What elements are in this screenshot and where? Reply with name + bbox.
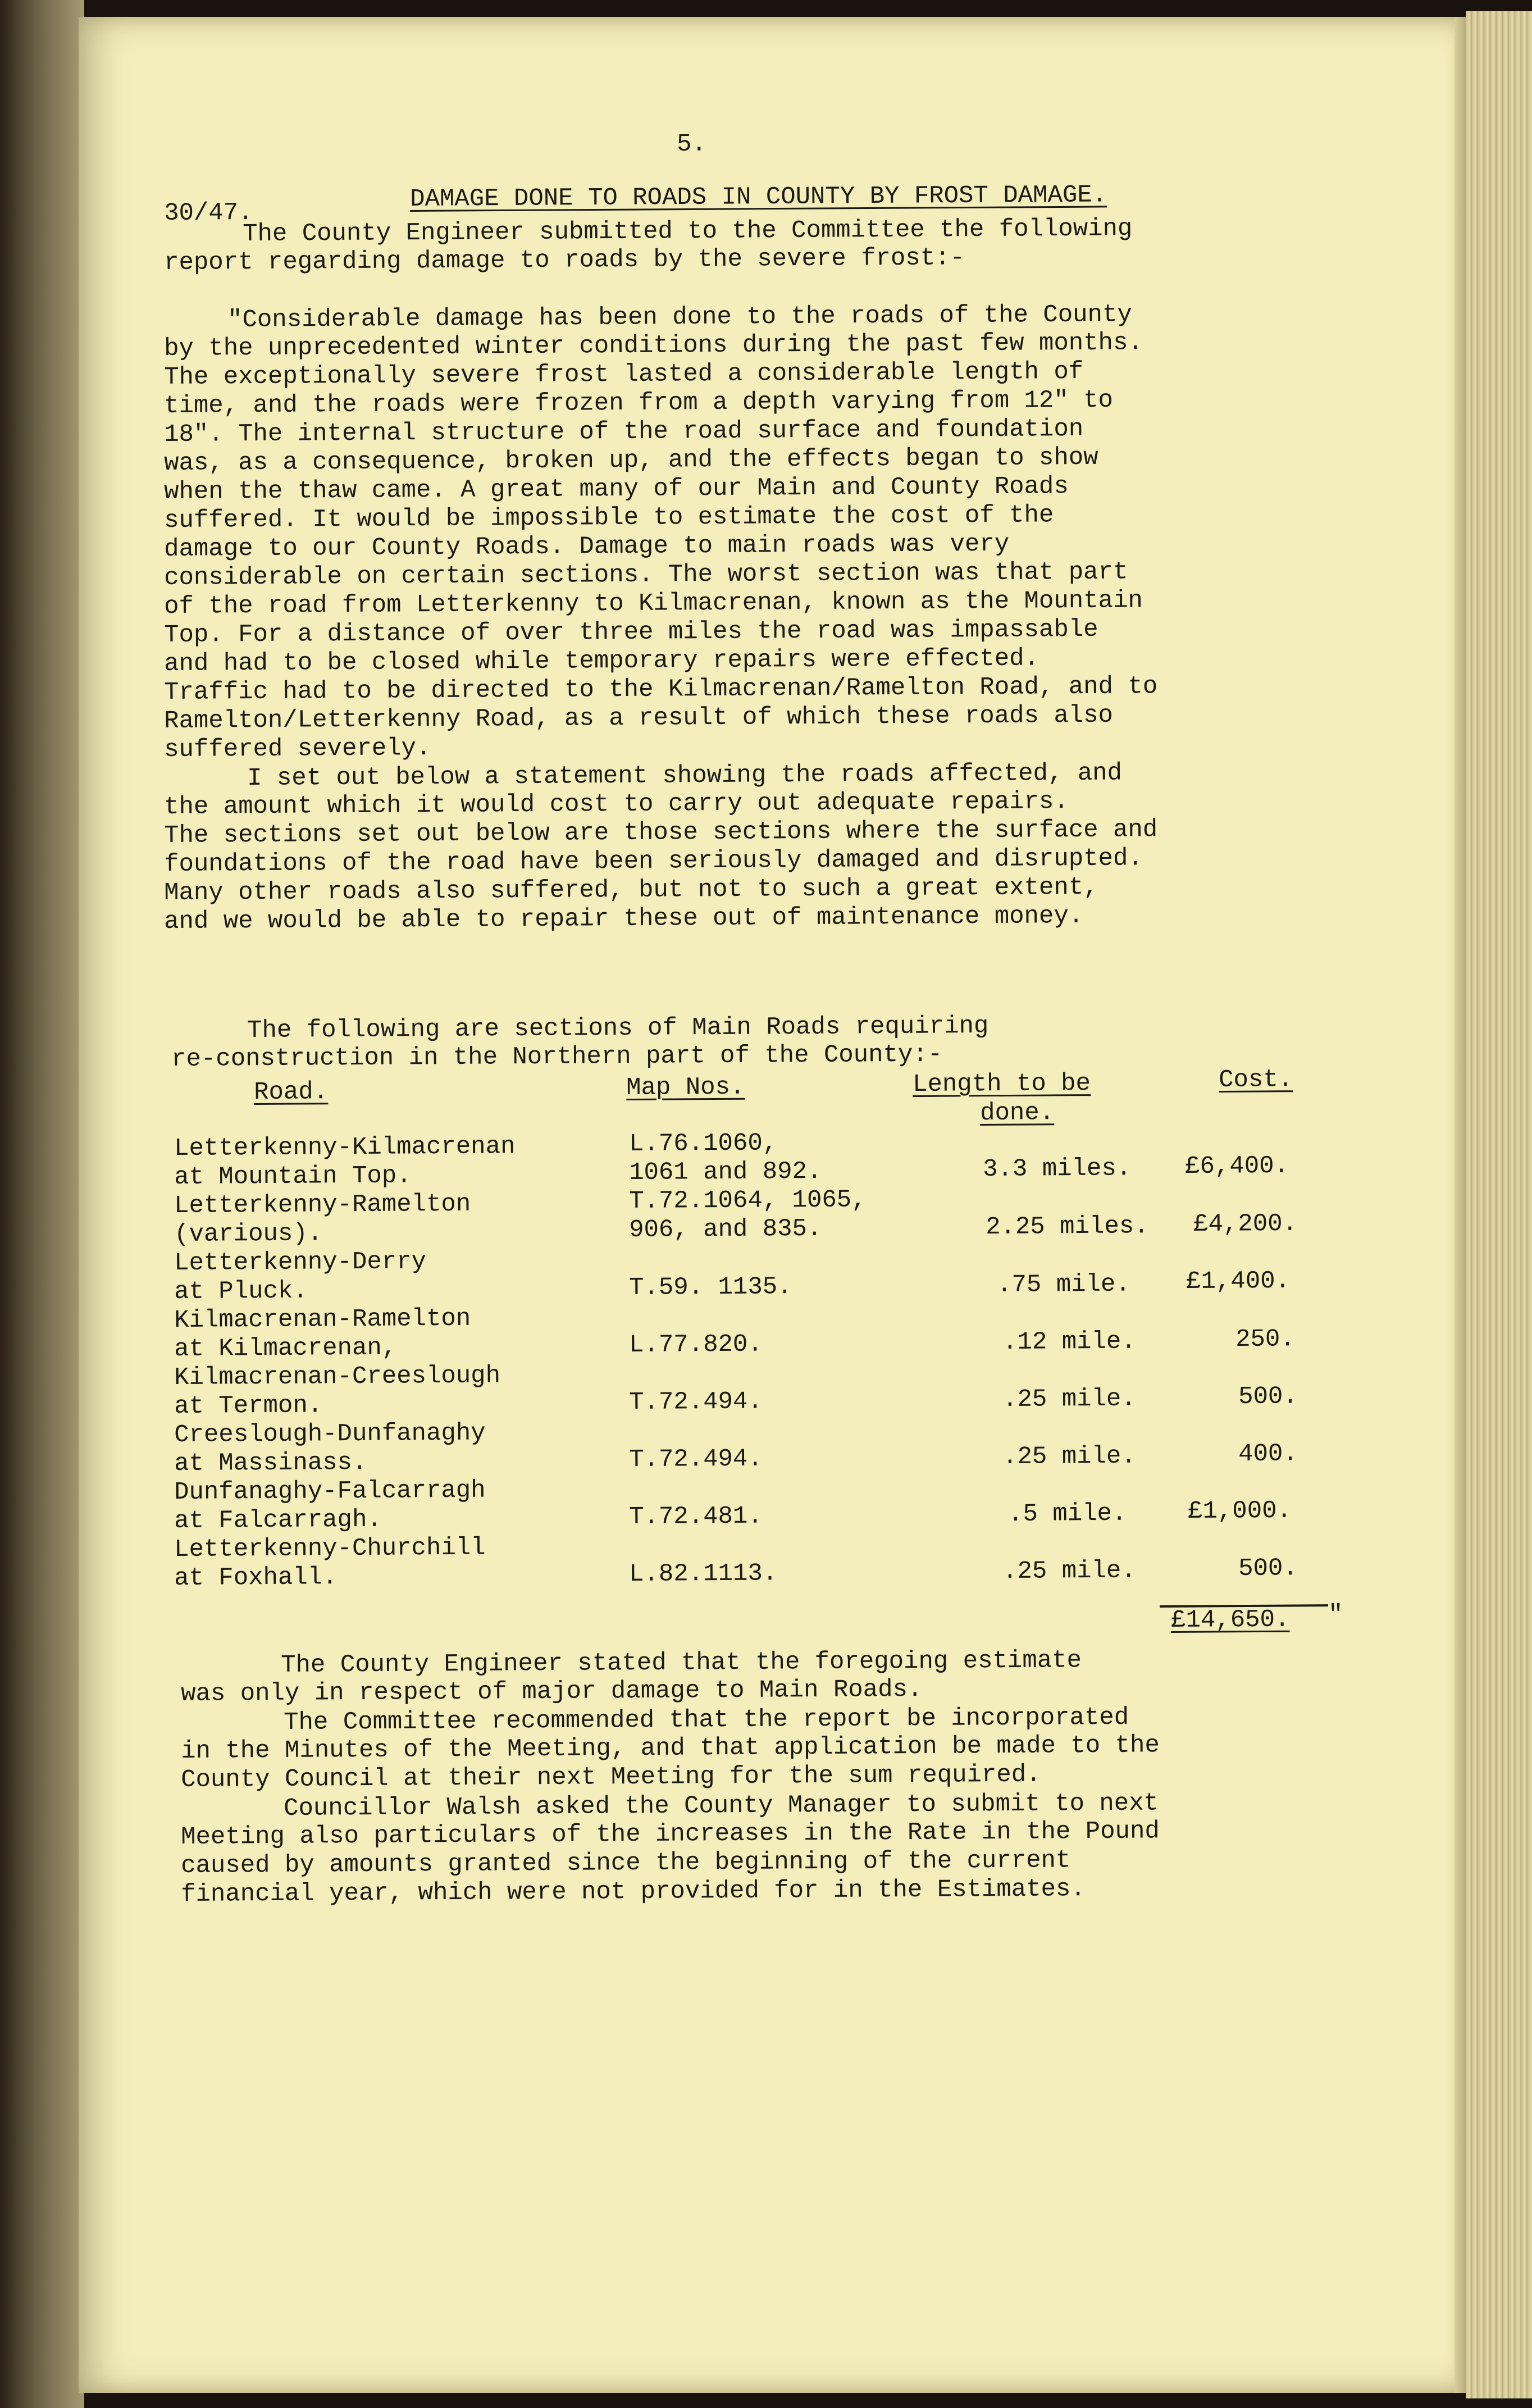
report-line: Top. For a distance of over three miles the road was impassable [164, 615, 1098, 649]
table-row-road-detail: at Termon. [174, 1391, 323, 1421]
report-line: suffered severely. [164, 734, 431, 764]
page-number: 5. [677, 130, 707, 158]
table-row-length: .25 mile. [1002, 1442, 1136, 1471]
table-row-length: 3.3 miles. [983, 1154, 1132, 1183]
report-line: Many other roads also suffered, but not to such a great extent, [164, 873, 1098, 907]
table-row-road: Letterkenny-Kilmacrenan [174, 1132, 516, 1163]
report-line: and we would be able to repair these out of maintenance money. [164, 902, 1084, 936]
report-line: foundations of the road have been seriously damaged and disrupted. [164, 844, 1143, 878]
report-line: of the road from Letterkenny to Kilmacrenan, known as the Mountain [164, 586, 1143, 621]
table-row-road-detail: at Massinass. [174, 1448, 367, 1478]
report-line: by the unprecedented winter conditions during the past few months. [164, 329, 1143, 363]
page-stack-edge [1466, 11, 1532, 2398]
report-line: when the thaw came. A great many of our Main and County Roads [164, 472, 1069, 506]
table-intro-line: The following are sections of Main Roads requiring [247, 1012, 989, 1045]
table-row-cost: £1,000. [1188, 1496, 1292, 1526]
table-row-length: .12 mile. [1002, 1327, 1136, 1357]
table-row-cost: 500. [1238, 1554, 1298, 1583]
closing-line: Meeting also particulars of the increases in the Rate in the Pound [181, 1817, 1160, 1851]
minute-heading: DAMAGE DONE TO ROADS IN COUNTY BY FROST DAMAGE. [410, 181, 1107, 213]
binding-gutter [0, 0, 84, 2408]
table-intro-line: re-construction in the Northern part of the County:- [171, 1040, 943, 1073]
table-row-road: Kilmacrenan-Ramelton [174, 1304, 471, 1335]
table-row-cost: 500. [1238, 1382, 1298, 1411]
table-total: £14,650. [1171, 1605, 1290, 1635]
report-line: suffered. It would be impossible to estimate the cost of the [164, 501, 1054, 535]
table-header-road: Road. [254, 1078, 329, 1107]
table-header-length: Length to be [913, 1069, 1091, 1099]
closing-line: Councillor Walsh asked the County Manager to submit to next [284, 1789, 1159, 1823]
table-row-road: Letterkenny-Churchill [174, 1533, 486, 1564]
table-row-road: Kilmacrenan-Creeslough [174, 1362, 501, 1392]
table-row-length: .25 mile. [1002, 1556, 1136, 1586]
report-line: "Considerable damage has been done to the roads of the County [227, 301, 1132, 334]
table-row-map: T.72.494. [629, 1387, 763, 1417]
table-row-road-detail: at Kilmacrenan, [174, 1333, 397, 1363]
table-row-map: L.76.1060, [629, 1129, 778, 1158]
table-row-cost: £4,200. [1193, 1209, 1298, 1239]
closing-line: was only in respect of major damage to Main Roads. [181, 1675, 923, 1708]
report-line: Traffic had to be directed to the Kilmacrenan/Ramelton Road, and to [164, 672, 1158, 707]
table-row-map: 906, and 835. [629, 1214, 822, 1244]
intro-line: report regarding damage to roads by the severe frost:- [164, 244, 965, 277]
table-row-road-detail: at Foxhall. [174, 1563, 338, 1592]
table-row-cost: 250. [1235, 1325, 1295, 1354]
table-row-map: T.72.494. [629, 1445, 763, 1474]
closing-line: The County Engineer stated that the foregoing estimate [281, 1646, 1082, 1679]
table-row-length: .75 mile. [997, 1270, 1130, 1299]
table-row-length: 2.25 miles. [986, 1212, 1149, 1241]
table-header-length-2: done. [980, 1099, 1055, 1127]
table-row-cost: £1,400. [1186, 1267, 1291, 1296]
table-row-length: .25 mile. [1002, 1385, 1136, 1414]
table-row-length: .5 mile. [1008, 1499, 1127, 1528]
closing-line: caused by amounts granted since the beginning of the current [181, 1846, 1071, 1880]
closing-line: financial year, which were not provided for in the Estimates. [181, 1875, 1086, 1909]
table-row-road-detail: (various). [174, 1219, 323, 1249]
table-row-cost: 400. [1238, 1440, 1298, 1468]
table-row-road: Letterkenny-Ramelton [174, 1190, 471, 1220]
table-row-map: T.72.481. [629, 1502, 763, 1531]
closing-line: in the Minutes of the Meeting, and that application be made to the [181, 1731, 1160, 1765]
table-row-road: Creeslough-Dunfanaghy [174, 1419, 486, 1449]
report-line: 18". The internal structure of the road surface and foundation [164, 415, 1084, 449]
report-line: The exceptionally severe frost lasted a considerable length of [164, 357, 1084, 392]
report-line: damage to our County Roads. Damage to main roads was very [164, 530, 1010, 563]
table-row-map: T.59. 1135. [629, 1273, 792, 1302]
intro-line: The County Engineer submitted to the Committee the following [243, 215, 1133, 248]
report-line: considerable on certain sections. The worst section was that part [164, 558, 1128, 592]
report-line: and had to be closed while temporary repairs were effected. [164, 644, 1039, 678]
minute-number: 30/47. [164, 199, 253, 227]
table-row-map: 1061 and 892. [629, 1157, 822, 1187]
table-row-road-detail: at Mountain Top. [174, 1162, 412, 1191]
table-header-cost: Cost. [1219, 1066, 1293, 1094]
report-line: Ramelton/Letterkenny Road, as a result of which these roads also [164, 701, 1114, 735]
report-line: time, and the roads were frozen from a depth varying from 12" to [164, 386, 1114, 420]
report-line: the amount which it would cost to carry out adequate repairs. [164, 788, 1069, 821]
closing-line: The Committee recommended that the report be incorporated [284, 1703, 1129, 1737]
table-row-road: Letterkenny-Derry [174, 1248, 427, 1277]
table-row-road-detail: at Falcarragh. [174, 1505, 382, 1535]
table-row-map: L.77.820. [629, 1330, 763, 1359]
table-row-map: T.72.1064, 1065, [629, 1186, 867, 1216]
table-row-road-detail: at Pluck. [174, 1277, 308, 1306]
report-line: I set out below a statement showing the roads affected, and [247, 759, 1123, 793]
report-line: was, as a consequence, broken up, and the effects began to show [164, 443, 1098, 477]
table-header-map-nos: Map Nos. [626, 1073, 745, 1102]
table-row-cost: £6,400. [1185, 1151, 1289, 1181]
table-row-road: Dunfanaghy-Falcarragh [174, 1476, 486, 1506]
closing-line: County Council at their next Meeting for the sum required. [181, 1760, 1041, 1794]
report-line: The sections set out below are those sections where the surface and [164, 816, 1158, 850]
closing-quote-mark: " [1328, 1600, 1343, 1629]
table-row-map: L.82.1113. [629, 1559, 778, 1588]
